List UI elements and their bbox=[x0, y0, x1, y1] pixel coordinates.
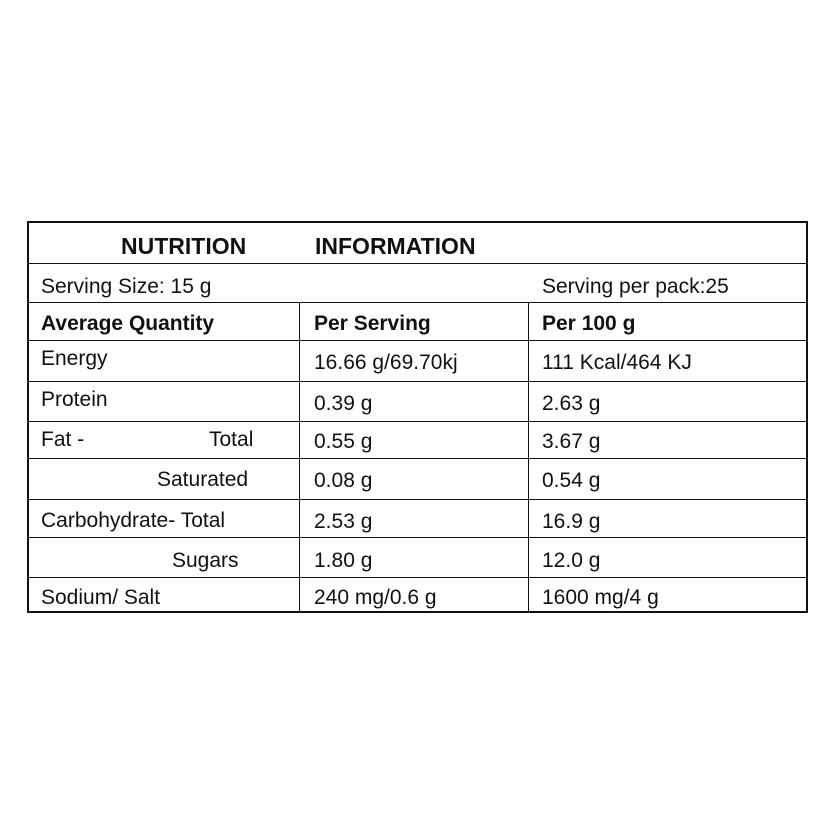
rule-under-carbohydrate bbox=[29, 537, 806, 538]
sugars-per-serving: 1.80 g bbox=[314, 549, 373, 572]
fat-per-serving: 0.55 g bbox=[314, 430, 373, 453]
row-label-protein: Protein bbox=[41, 388, 108, 411]
header-average-quantity: Average Quantity bbox=[41, 312, 215, 335]
nutrition-information-table bbox=[27, 221, 808, 613]
column-divider-2 bbox=[528, 302, 529, 613]
row-label-sodium-salt: Sodium/ Salt bbox=[41, 586, 161, 609]
rule-under-serving bbox=[29, 302, 806, 303]
row-label-energy: Energy bbox=[41, 347, 108, 370]
title-information: INFORMATION bbox=[315, 233, 476, 259]
carbohydrate-per-100g: 16.9 g bbox=[542, 510, 601, 533]
rule-under-energy bbox=[29, 381, 806, 382]
fat-per-100g: 3.67 g bbox=[542, 430, 601, 453]
row-label-sugars: Sugars bbox=[172, 549, 239, 572]
row-label-carbohydrate: Carbohydrate- Total bbox=[41, 509, 226, 532]
rule-under-protein bbox=[29, 421, 806, 422]
energy-per-100g: 111 Kcal/464 KJ bbox=[542, 351, 692, 374]
sodium-per-serving: 240 mg/0.6 g bbox=[314, 586, 437, 609]
servings-per-pack: Serving per pack:25 bbox=[542, 275, 729, 298]
rule-under-fat bbox=[29, 458, 806, 459]
header-per-serving: Per Serving bbox=[314, 312, 431, 335]
rule-under-title bbox=[29, 263, 806, 264]
rule-under-saturated bbox=[29, 499, 806, 500]
row-label-fat: Fat - bbox=[41, 428, 85, 451]
column-divider-1 bbox=[299, 302, 300, 613]
header-per-100g: Per 100 g bbox=[542, 312, 636, 335]
protein-per-100g: 2.63 g bbox=[542, 392, 601, 415]
row-label-saturated: Saturated bbox=[157, 468, 249, 491]
energy-per-serving: 16.66 g/69.70kj bbox=[314, 351, 458, 374]
sodium-per-100g: 1600 mg/4 g bbox=[542, 586, 659, 609]
rule-under-headers bbox=[29, 340, 806, 341]
saturated-per-serving: 0.08 g bbox=[314, 469, 373, 492]
rule-under-sugars bbox=[29, 577, 806, 578]
serving-size: Serving Size: 15 g bbox=[41, 275, 212, 298]
sugars-per-100g: 12.0 g bbox=[542, 549, 601, 572]
protein-per-serving: 0.39 g bbox=[314, 392, 373, 415]
row-sublabel-fat-total: Total bbox=[209, 428, 254, 451]
title-nutrition: NUTRITION bbox=[121, 233, 247, 259]
carbohydrate-per-serving: 2.53 g bbox=[314, 510, 373, 533]
saturated-per-100g: 0.54 g bbox=[542, 469, 601, 492]
